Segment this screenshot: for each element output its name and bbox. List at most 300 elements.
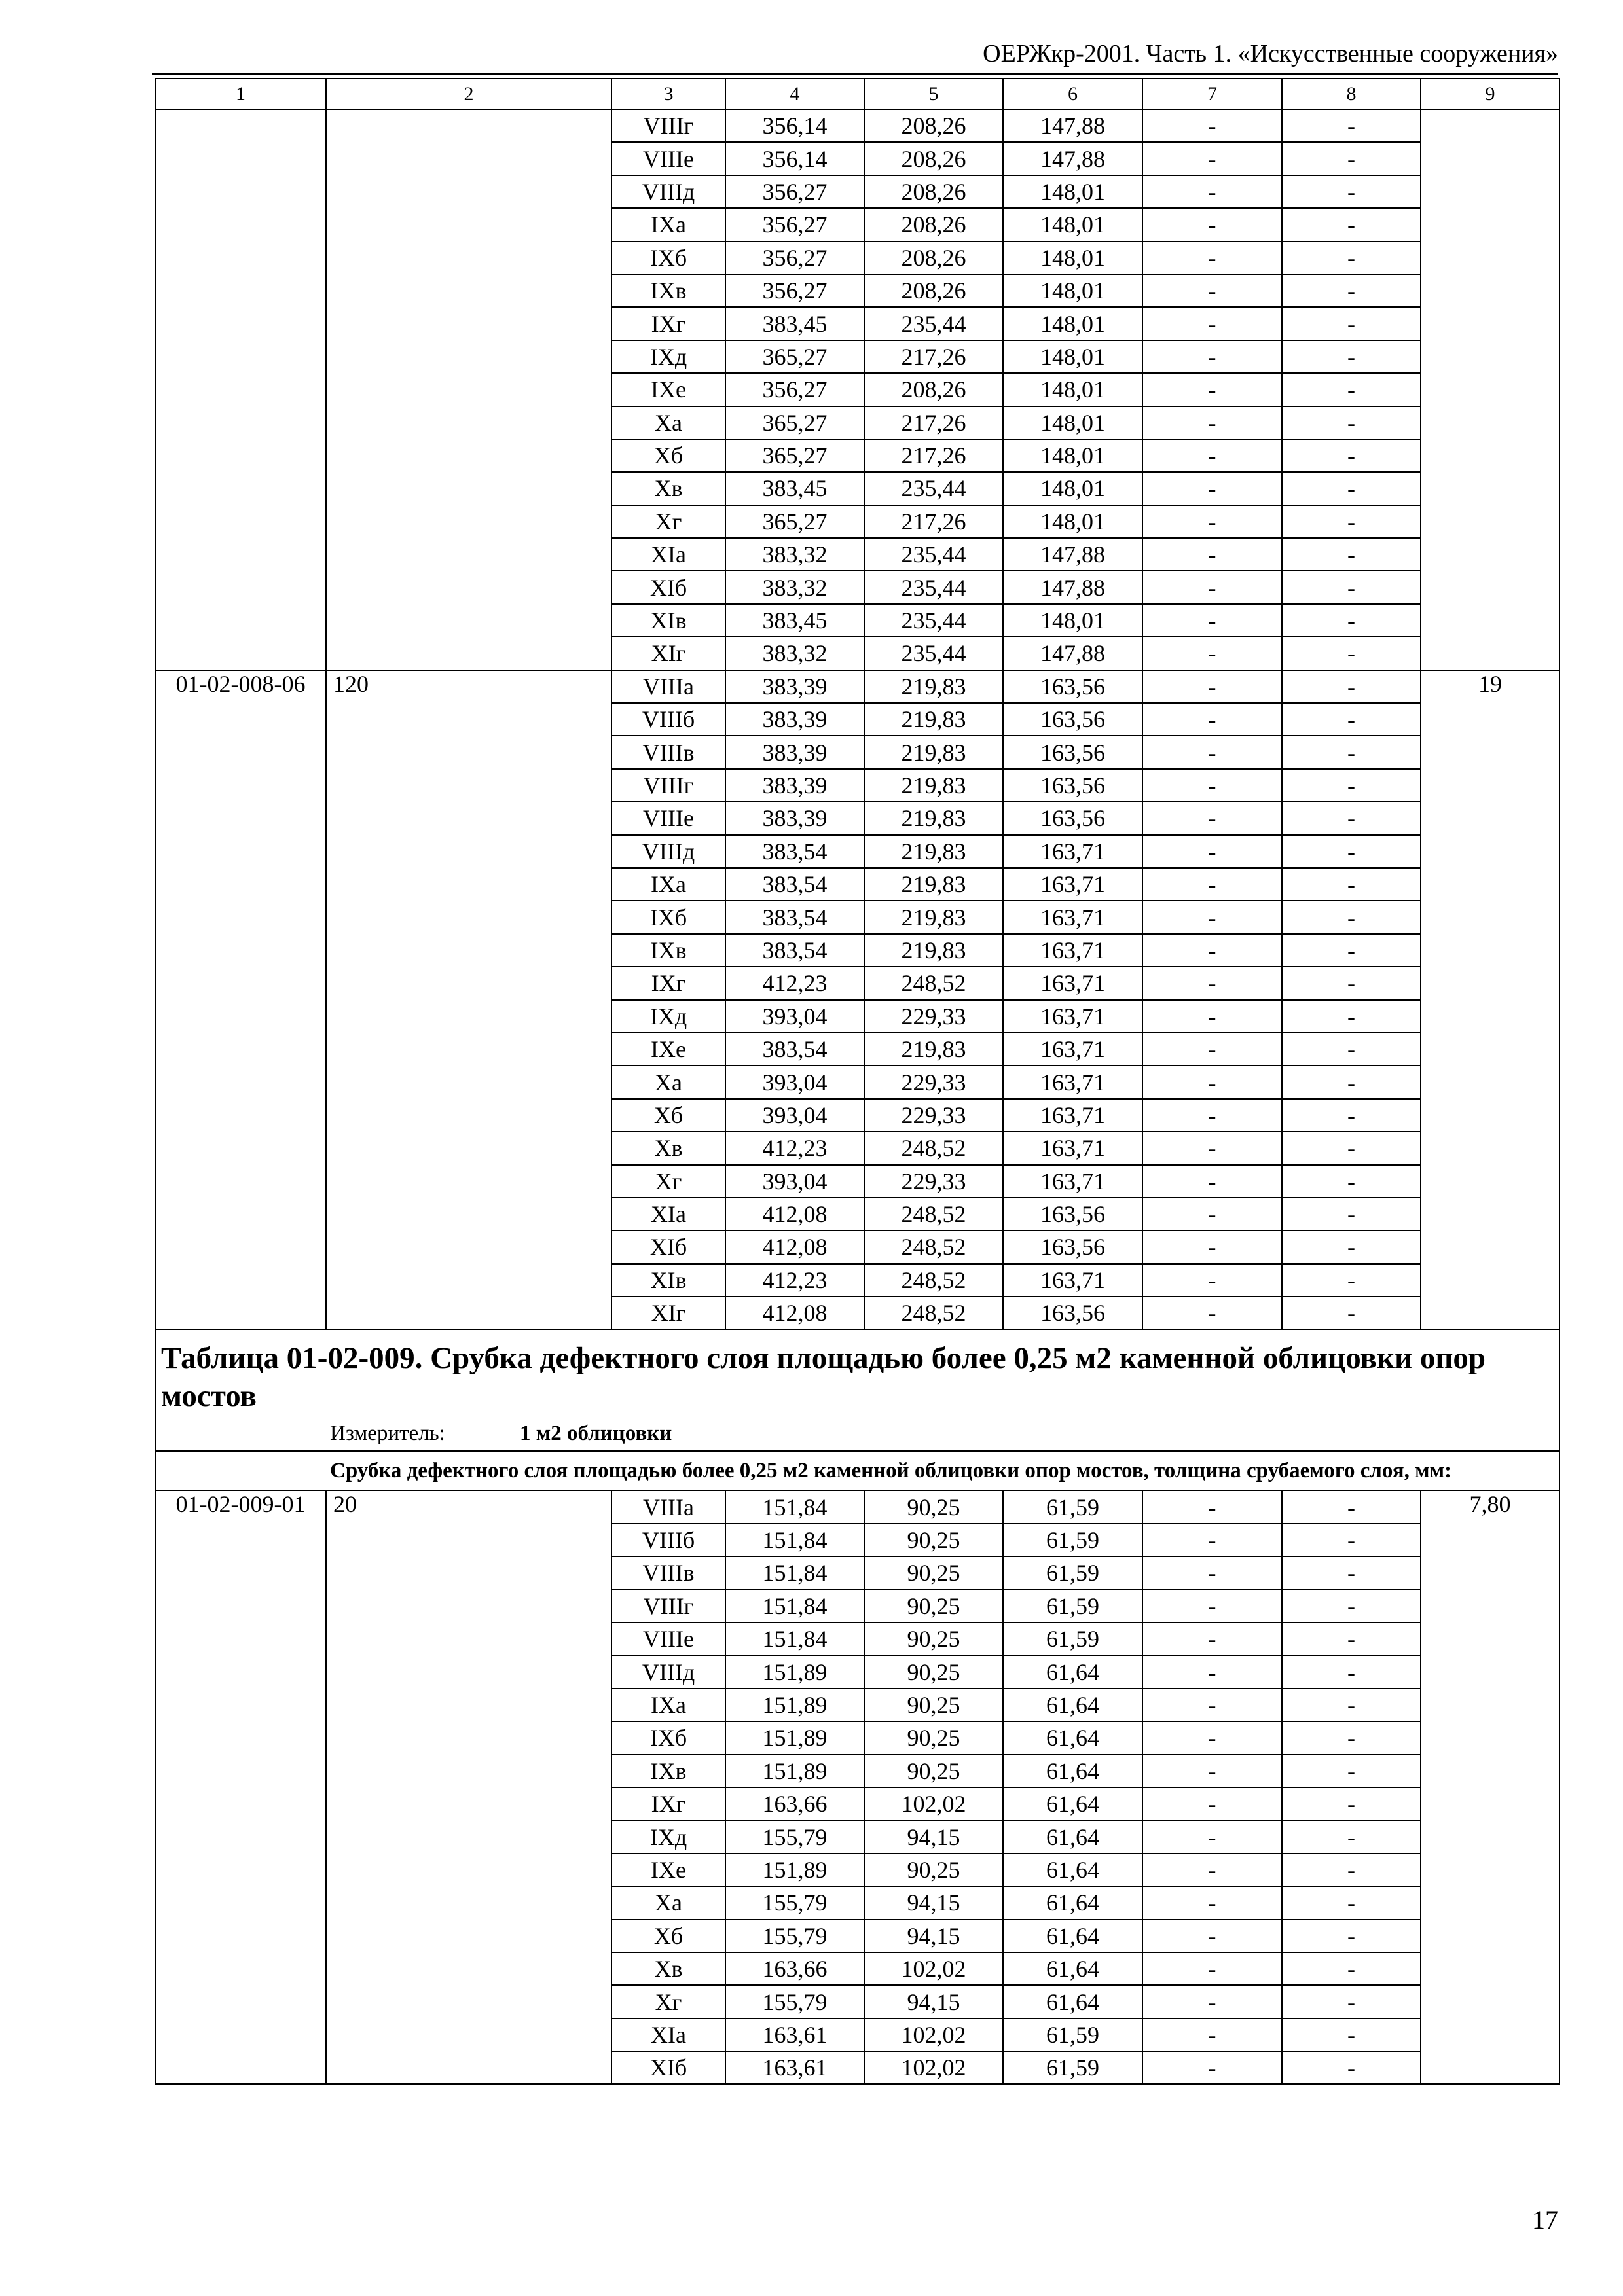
temperature-zone: XIа [611, 1198, 725, 1230]
machine-wages: - [1142, 1820, 1282, 1853]
materials: - [1282, 670, 1421, 703]
rate-code-empty [155, 1198, 326, 1230]
machine-cost: 163,56 [1003, 736, 1142, 768]
wages: 235,44 [864, 307, 1003, 340]
table-row [155, 1264, 1559, 1297]
machine-cost: 61,59 [1003, 2051, 1142, 2084]
table-row [155, 1820, 1559, 1853]
machine-wages: - [1142, 1165, 1282, 1198]
rate-col9-empty [1421, 1689, 1559, 1721]
rate-parameter-empty [326, 1920, 611, 1952]
total-cost: 155,79 [725, 1820, 864, 1853]
machine-wages: - [1142, 208, 1282, 241]
rate-code-empty [155, 1165, 326, 1198]
table-row [155, 406, 1559, 439]
machine-wages: - [1142, 142, 1282, 175]
machine-wages: - [1142, 1230, 1282, 1263]
materials: - [1282, 242, 1421, 274]
table-row [155, 1689, 1559, 1721]
table-row [155, 1623, 1559, 1655]
table-row [155, 1755, 1559, 1787]
wages: 208,26 [864, 208, 1003, 241]
wages: 219,83 [864, 1033, 1003, 1066]
table-row [155, 2051, 1559, 2084]
machine-cost: 163,71 [1003, 1000, 1142, 1033]
rate-col9-empty [1421, 736, 1559, 768]
wages: 219,83 [864, 868, 1003, 901]
materials: - [1282, 1264, 1421, 1297]
total-cost: 383,39 [725, 736, 864, 768]
wages: 219,83 [864, 835, 1003, 868]
rate-code-empty [155, 1721, 326, 1754]
column-number: 6 [1003, 79, 1142, 109]
machine-cost: 163,71 [1003, 901, 1142, 933]
machine-cost: 147,88 [1003, 109, 1142, 142]
machine-wages: - [1142, 571, 1282, 603]
rate-code-empty [155, 307, 326, 340]
rate-code-empty [155, 175, 326, 208]
wages: 217,26 [864, 340, 1003, 373]
temperature-zone: XIа [611, 2018, 725, 2051]
rate-code: 01-02-008-06 [155, 670, 326, 703]
materials: - [1282, 571, 1421, 603]
materials: - [1282, 307, 1421, 340]
materials: - [1282, 1854, 1421, 1886]
materials: - [1282, 439, 1421, 472]
machine-cost: 61,64 [1003, 1689, 1142, 1721]
temperature-zone: Xа [611, 1066, 725, 1098]
rate-parameter-empty [326, 703, 611, 736]
temperature-zone: VIIIа [611, 670, 725, 703]
total-cost: 412,23 [725, 1132, 864, 1164]
rate-code-empty [155, 802, 326, 834]
rate-code-empty [155, 703, 326, 736]
temperature-zone: XIг [611, 1297, 725, 1329]
wages: 219,83 [864, 802, 1003, 834]
total-cost: 163,61 [725, 2018, 864, 2051]
table-row [155, 637, 1559, 670]
temperature-zone: Xв [611, 1952, 725, 1985]
rate-parameter-empty [326, 1623, 611, 1655]
rate-code-empty [155, 373, 326, 406]
temperature-zone: Xг [611, 1985, 725, 2018]
rate-col9-empty [1421, 1886, 1559, 1919]
rate-code-empty [155, 637, 326, 670]
machine-cost: 163,56 [1003, 1198, 1142, 1230]
machine-cost: 163,56 [1003, 670, 1142, 703]
rate-parameter-empty [326, 1854, 611, 1886]
table-row [155, 1721, 1559, 1754]
rate-col9-empty [1421, 538, 1559, 571]
machine-wages: - [1142, 1886, 1282, 1919]
rates-table-body [155, 79, 1559, 2084]
rate-parameter-empty [326, 242, 611, 274]
wages: 90,25 [864, 1721, 1003, 1754]
wages: 229,33 [864, 1165, 1003, 1198]
machine-wages: - [1142, 637, 1282, 670]
machine-wages: - [1142, 1854, 1282, 1886]
rate-parameter-empty [326, 439, 611, 472]
total-cost: 356,27 [725, 242, 864, 274]
table-row [155, 109, 1559, 142]
column-number: 1 [155, 79, 326, 109]
rate-col9: 7,80 [1421, 1490, 1559, 1523]
materials: - [1282, 1985, 1421, 2018]
rate-code-empty [155, 1985, 326, 2018]
meter-label: Измеритель: [330, 1422, 445, 1446]
column-number: 8 [1282, 79, 1421, 109]
rate-col9-empty [1421, 637, 1559, 670]
rate-col9-empty [1421, 1787, 1559, 1820]
rate-code-empty [155, 142, 326, 175]
wages: 235,44 [864, 538, 1003, 571]
machine-wages: - [1142, 835, 1282, 868]
total-cost: 151,84 [725, 1623, 864, 1655]
total-cost: 383,39 [725, 703, 864, 736]
wages: 90,25 [864, 1655, 1003, 1688]
total-cost: 365,27 [725, 439, 864, 472]
rate-col9-empty [1421, 967, 1559, 999]
wages: 94,15 [864, 1985, 1003, 2018]
total-cost: 155,79 [725, 1985, 864, 2018]
machine-wages: - [1142, 2051, 1282, 2084]
rate-col9-empty [1421, 571, 1559, 603]
total-cost: 383,32 [725, 571, 864, 603]
machine-cost: 163,71 [1003, 1066, 1142, 1098]
rate-col9-empty [1421, 505, 1559, 538]
rate-parameter-empty [326, 1556, 611, 1589]
temperature-zone: VIIIд [611, 1655, 725, 1688]
total-cost: 393,04 [725, 1099, 864, 1132]
rate-parameter-empty [326, 142, 611, 175]
rate-col9-empty [1421, 1264, 1559, 1297]
temperature-zone: IXд [611, 1820, 725, 1853]
rate-code-empty [155, 274, 326, 307]
table-title-row [155, 1329, 1559, 1451]
temperature-zone: XIа [611, 538, 725, 571]
temperature-zone: IXв [611, 274, 725, 307]
machine-wages: - [1142, 1132, 1282, 1164]
machine-wages: - [1142, 439, 1282, 472]
materials: - [1282, 1623, 1421, 1655]
table-row [155, 1524, 1559, 1556]
rate-code-empty [155, 2051, 326, 2084]
rate-col9-empty [1421, 2018, 1559, 2051]
rate-code-empty [155, 472, 326, 505]
rate-parameter-empty [326, 1000, 611, 1033]
rate-col9-empty [1421, 406, 1559, 439]
machine-wages: - [1142, 175, 1282, 208]
materials: - [1282, 1490, 1421, 1523]
table-row [155, 703, 1559, 736]
rate-parameter-empty [326, 967, 611, 999]
rate-code-empty [155, 406, 326, 439]
temperature-zone: VIIIд [611, 835, 725, 868]
wages: 90,25 [864, 1556, 1003, 1589]
rate-col9-empty [1421, 242, 1559, 274]
rate-parameter: 20 [326, 1490, 611, 1523]
rate-code-empty [155, 967, 326, 999]
rate-parameter-empty [326, 1886, 611, 1919]
table-row [155, 472, 1559, 505]
wages: 219,83 [864, 901, 1003, 933]
materials: - [1282, 274, 1421, 307]
machine-cost: 61,59 [1003, 1623, 1142, 1655]
materials: - [1282, 2051, 1421, 2084]
table-row [155, 802, 1559, 834]
machine-cost: 148,01 [1003, 242, 1142, 274]
rate-col9-empty [1421, 868, 1559, 901]
wages: 235,44 [864, 637, 1003, 670]
machine-cost: 61,59 [1003, 2018, 1142, 2051]
materials: - [1282, 1033, 1421, 1066]
wages: 229,33 [864, 1099, 1003, 1132]
temperature-zone: IXе [611, 373, 725, 406]
table-row [155, 835, 1559, 868]
rate-parameter-empty [326, 1755, 611, 1787]
rate-col9-empty [1421, 1033, 1559, 1066]
rate-parameter-empty [326, 604, 611, 637]
column-number: 5 [864, 79, 1003, 109]
total-cost: 155,79 [725, 1920, 864, 1952]
rate-col9-empty [1421, 769, 1559, 802]
machine-wages: - [1142, 670, 1282, 703]
wages: 219,83 [864, 736, 1003, 768]
rate-parameter-empty [326, 1985, 611, 2018]
rate-parameter-empty [326, 802, 611, 834]
machine-cost: 147,88 [1003, 571, 1142, 603]
rate-code-empty [155, 1000, 326, 1033]
table-row [155, 1556, 1559, 1589]
machine-wages: - [1142, 1787, 1282, 1820]
rate-parameter-empty [326, 835, 611, 868]
rate-col9-empty [1421, 835, 1559, 868]
rate-code-empty [155, 1920, 326, 1952]
machine-cost: 61,59 [1003, 1524, 1142, 1556]
total-cost: 151,84 [725, 1556, 864, 1589]
table-row [155, 242, 1559, 274]
table-row [155, 1854, 1559, 1886]
materials: - [1282, 538, 1421, 571]
rate-code-empty [155, 340, 326, 373]
temperature-zone: IXд [611, 1000, 725, 1033]
temperature-zone: VIIIе [611, 142, 725, 175]
machine-cost: 163,71 [1003, 835, 1142, 868]
rate-parameter-empty [326, 1033, 611, 1066]
wages: 102,02 [864, 2018, 1003, 2051]
total-cost: 383,54 [725, 1033, 864, 1066]
machine-wages: - [1142, 769, 1282, 802]
table-row [155, 439, 1559, 472]
machine-cost: 61,64 [1003, 1755, 1142, 1787]
column-number: 9 [1421, 79, 1559, 109]
rate-col9-empty [1421, 1854, 1559, 1886]
temperature-zone: VIIIе [611, 802, 725, 834]
table-row [155, 1490, 1559, 1523]
machine-cost: 148,01 [1003, 373, 1142, 406]
machine-wages: - [1142, 472, 1282, 505]
materials: - [1282, 1132, 1421, 1164]
wages: 219,83 [864, 934, 1003, 967]
machine-wages: - [1142, 307, 1282, 340]
machine-cost: 163,71 [1003, 868, 1142, 901]
machine-cost: 163,71 [1003, 934, 1142, 967]
wages: 219,83 [864, 769, 1003, 802]
machine-wages: - [1142, 1590, 1282, 1623]
machine-cost: 61,64 [1003, 1920, 1142, 1952]
rate-parameter-empty [326, 769, 611, 802]
rate-parameter-empty [326, 901, 611, 933]
machine-wages: - [1142, 1920, 1282, 1952]
rate-code-empty [155, 2018, 326, 2051]
rate-parameter-empty [326, 1689, 611, 1721]
table-row [155, 1198, 1559, 1230]
machine-cost: 163,56 [1003, 802, 1142, 834]
rate-code-empty [155, 538, 326, 571]
materials: - [1282, 703, 1421, 736]
table-row [155, 208, 1559, 241]
wages: 90,25 [864, 1854, 1003, 1886]
total-cost: 151,89 [725, 1689, 864, 1721]
rate-code-empty [155, 242, 326, 274]
temperature-zone: VIIIг [611, 769, 725, 802]
machine-wages: - [1142, 868, 1282, 901]
rate-parameter-empty [326, 1721, 611, 1754]
machine-cost: 61,59 [1003, 1490, 1142, 1523]
rate-code-empty [155, 1524, 326, 1556]
machine-cost: 148,01 [1003, 472, 1142, 505]
running-header-title: ОЕРЖкр-2001. Часть 1. «Искусственные сооружения» [983, 40, 1558, 67]
temperature-zone: Xа [611, 406, 725, 439]
rate-parameter-empty [326, 1165, 611, 1198]
rate-col9-empty [1421, 1556, 1559, 1589]
machine-cost: 163,71 [1003, 1165, 1142, 1198]
table-row [155, 1952, 1559, 1985]
total-cost: 383,39 [725, 802, 864, 834]
temperature-zone: Xб [611, 1920, 725, 1952]
temperature-zone: IXд [611, 340, 725, 373]
rate-parameter-empty [326, 505, 611, 538]
rate-col9-empty [1421, 1165, 1559, 1198]
rate-code-empty [155, 1755, 326, 1787]
materials: - [1282, 1230, 1421, 1263]
table-row [155, 1787, 1559, 1820]
temperature-zone: Xв [611, 472, 725, 505]
temperature-zone: IXа [611, 208, 725, 241]
rate-parameter-empty [326, 1524, 611, 1556]
materials: - [1282, 1952, 1421, 1985]
materials: - [1282, 769, 1421, 802]
rate-parameter-empty [326, 538, 611, 571]
wages: 217,26 [864, 505, 1003, 538]
total-cost: 412,23 [725, 1264, 864, 1297]
wages: 94,15 [864, 1820, 1003, 1853]
machine-cost: 148,01 [1003, 340, 1142, 373]
table-row [155, 340, 1559, 373]
wages: 90,25 [864, 1524, 1003, 1556]
rate-col9-empty [1421, 1721, 1559, 1754]
rate-code-empty [155, 1886, 326, 1919]
rate-col9-empty [1421, 472, 1559, 505]
machine-cost: 148,01 [1003, 175, 1142, 208]
wages: 248,52 [864, 1198, 1003, 1230]
machine-cost: 61,64 [1003, 1886, 1142, 1919]
rate-code-empty [155, 1230, 326, 1263]
table-title-block [155, 1329, 1559, 1451]
temperature-zone: VIIIв [611, 1556, 725, 1589]
column-number: 4 [725, 79, 864, 109]
table-row [155, 142, 1559, 175]
machine-cost: 163,56 [1003, 769, 1142, 802]
table-row [155, 1165, 1559, 1198]
temperature-zone: XIб [611, 571, 725, 603]
rate-parameter-empty [326, 109, 611, 142]
total-cost: 383,45 [725, 472, 864, 505]
rate-col9-empty [1421, 1524, 1559, 1556]
rate-col9-empty [1421, 1623, 1559, 1655]
rate-parameter-empty [326, 934, 611, 967]
rate-code-empty [155, 1655, 326, 1688]
rate-col9-empty [1421, 604, 1559, 637]
rate-col9-empty [1421, 1066, 1559, 1098]
temperature-zone: IXе [611, 1854, 725, 1886]
machine-cost: 61,59 [1003, 1590, 1142, 1623]
wages: 219,83 [864, 670, 1003, 703]
rate-parameter-empty [326, 1297, 611, 1329]
machine-cost: 163,56 [1003, 1230, 1142, 1263]
temperature-zone: Xг [611, 1165, 725, 1198]
materials: - [1282, 1165, 1421, 1198]
total-cost: 383,45 [725, 604, 864, 637]
machine-cost: 163,71 [1003, 1033, 1142, 1066]
table-row [155, 373, 1559, 406]
machine-wages: - [1142, 901, 1282, 933]
machine-wages: - [1142, 703, 1282, 736]
total-cost: 383,54 [725, 901, 864, 933]
rate-col9-empty [1421, 2051, 1559, 2084]
materials: - [1282, 802, 1421, 834]
total-cost: 412,08 [725, 1297, 864, 1329]
temperature-zone: IXг [611, 967, 725, 999]
wages: 235,44 [864, 472, 1003, 505]
total-cost: 383,54 [725, 934, 864, 967]
rate-col9-empty [1421, 373, 1559, 406]
rate-parameter-empty [326, 208, 611, 241]
machine-wages: - [1142, 1755, 1282, 1787]
rate-code-empty [155, 571, 326, 603]
wages: 208,26 [864, 142, 1003, 175]
temperature-zone: IXб [611, 242, 725, 274]
temperature-zone: VIIIб [611, 1524, 725, 1556]
rate-parameter-empty [326, 1655, 611, 1688]
rate-code-empty [155, 208, 326, 241]
rate-code-empty [155, 1264, 326, 1297]
materials: - [1282, 142, 1421, 175]
table-row [155, 307, 1559, 340]
wages: 90,25 [864, 1689, 1003, 1721]
rate-col9-empty [1421, 1820, 1559, 1853]
temperature-zone: VIIIв [611, 736, 725, 768]
total-cost: 356,14 [725, 109, 864, 142]
total-cost: 151,89 [725, 1755, 864, 1787]
wages: 102,02 [864, 2051, 1003, 2084]
rate-col9-empty [1421, 1132, 1559, 1164]
total-cost: 393,04 [725, 1165, 864, 1198]
total-cost: 383,32 [725, 637, 864, 670]
wages: 248,52 [864, 967, 1003, 999]
wages: 229,33 [864, 1066, 1003, 1098]
total-cost: 383,39 [725, 769, 864, 802]
